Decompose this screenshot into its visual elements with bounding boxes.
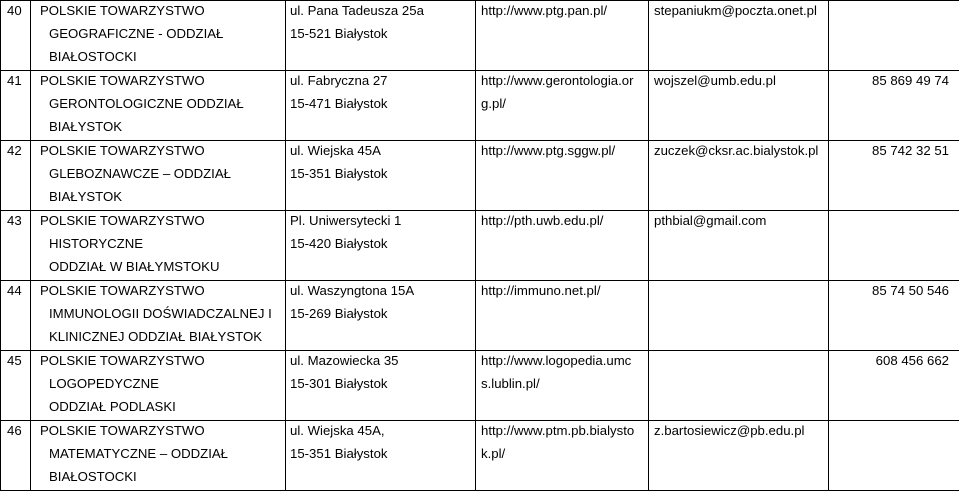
website-cell (476, 421, 649, 491)
phone-number: 85 742 32 51 (871, 143, 949, 158)
phone-cell (829, 351, 959, 421)
organization-name-line: BIAŁOSTOCKI (49, 49, 137, 64)
row-number: 42 (7, 143, 22, 158)
address-line: 15-351 Białystok (290, 166, 388, 181)
row-number: 41 (7, 73, 22, 88)
row-number-cell (1, 421, 31, 491)
website-line: http://pth.uwb.edu.pl/ (481, 213, 604, 228)
organization-name-line: POLSKIE TOWARZYSTWO (40, 353, 205, 368)
phone-number (829, 421, 949, 444)
organization-name-line: BIAŁYSTOK (49, 189, 123, 204)
phone-cell (829, 71, 959, 141)
phone-number: 608 456 662 (875, 353, 949, 368)
email-cell (649, 1, 829, 71)
row-number-cell (1, 351, 31, 421)
email-cell (649, 71, 829, 141)
row-number: 40 (7, 3, 22, 18)
row-number: 46 (7, 423, 22, 438)
website-cell (476, 351, 649, 421)
organizations-table-body (1, 1, 959, 491)
organization-name-line: LOGOPEDYCZNE (49, 376, 159, 391)
address-cell (286, 1, 476, 71)
organization-name-cell (31, 71, 286, 141)
organization-name-cell (31, 281, 286, 351)
email-cell (649, 281, 829, 351)
website-line: http://immuno.net.pl/ (481, 283, 601, 298)
address-line: ul. Wiejska 45A (290, 143, 381, 158)
table-row (1, 71, 959, 141)
organization-name-line: POLSKIE TOWARZYSTWO (40, 73, 205, 88)
address-line: 15-471 Białystok (290, 96, 388, 111)
phone-cell (829, 421, 959, 491)
website-cell (476, 1, 649, 71)
phone-number: 85 74 50 546 (871, 283, 949, 298)
organization-name-line: ODDZIAŁ PODLASKI (49, 399, 176, 414)
website-line: s.lublin.pl/ (481, 376, 540, 391)
website-line: http://www.ptg.sggw.pl/ (481, 143, 616, 158)
row-number: 44 (7, 283, 22, 298)
row-number: 45 (7, 353, 22, 368)
address-cell (286, 281, 476, 351)
email-address (654, 281, 828, 304)
table-row (1, 421, 959, 491)
address-line: ul. Waszyngtona 15A (290, 283, 415, 298)
organization-name-cell (31, 351, 286, 421)
address-cell (286, 211, 476, 281)
table-row (1, 211, 959, 281)
row-number-cell (1, 71, 31, 141)
address-cell (286, 421, 476, 491)
phone-cell (829, 281, 959, 351)
organization-name-line: MATEMATYCZNE – ODDZIAŁ (49, 446, 229, 461)
phone-cell (829, 1, 959, 71)
organization-name-line: POLSKIE TOWARZYSTWO (40, 143, 205, 158)
email-address: pthbial@gmail.com (654, 213, 767, 228)
phone-cell (829, 141, 959, 211)
table-row (1, 141, 959, 211)
website-line: http://www.gerontologia.or (481, 73, 634, 88)
website-line: g.pl/ (481, 96, 506, 111)
phone-number (829, 211, 949, 234)
organization-name-line: IMMUNOLOGII DOŚWIADCZALNEJ I (49, 306, 272, 321)
row-number-cell (1, 211, 31, 281)
row-number: 43 (7, 213, 22, 228)
website-line: k.pl/ (481, 446, 506, 461)
organization-name-cell (31, 1, 286, 71)
table-row (1, 1, 959, 71)
website-line: http://www.logopedia.umc (481, 353, 632, 368)
address-line: ul. Mazowiecka 35 (290, 353, 399, 368)
table-row (1, 351, 959, 421)
address-line: 15-301 Białystok (290, 376, 388, 391)
address-cell (286, 141, 476, 211)
organization-name-cell (31, 141, 286, 211)
row-number-cell (1, 281, 31, 351)
address-cell (286, 71, 476, 141)
website-line: http://www.ptg.pan.pl/ (481, 3, 608, 18)
phone-cell (829, 211, 959, 281)
organization-name-line: GERONTOLOGICZNE ODDZIAŁ (49, 96, 244, 111)
address-line: 15-521 Białystok (290, 26, 388, 41)
organization-name-line: POLSKIE TOWARZYSTWO (40, 283, 205, 298)
row-number-cell (1, 141, 31, 211)
phone-number (829, 1, 949, 24)
email-cell (649, 421, 829, 491)
phone-number: 85 869 49 74 (871, 73, 949, 88)
address-cell (286, 351, 476, 421)
address-line: ul. Wiejska 45A, (290, 423, 385, 438)
website-cell (476, 141, 649, 211)
address-line: ul. Fabryczna 27 (290, 73, 388, 88)
organization-name-line: HISTORYCZNE (49, 236, 144, 251)
email-address (654, 351, 828, 374)
email-cell (649, 141, 829, 211)
organization-name-cell (31, 211, 286, 281)
organization-name-line: BIAŁYSTOK (49, 119, 123, 134)
organization-name-line: ODDZIAŁ W BIAŁYMSTOKU (49, 259, 220, 274)
address-line: 15-420 Białystok (290, 236, 388, 251)
email-cell (649, 351, 829, 421)
website-cell (476, 71, 649, 141)
email-address: zuczek@cksr.ac.bialystok.pl (654, 143, 819, 158)
organization-name-line: POLSKIE TOWARZYSTWO (40, 213, 205, 228)
organization-name-line: POLSKIE TOWARZYSTWO (40, 423, 205, 438)
email-cell (649, 211, 829, 281)
organization-name-line: BIAŁOSTOCKI (49, 469, 137, 484)
organization-name-line: GLEBOZNAWCZE – ODDZIAŁ (49, 166, 231, 181)
organization-name-cell (31, 421, 286, 491)
website-cell (476, 211, 649, 281)
website-cell (476, 281, 649, 351)
address-line: ul. Pana Tadeusza 25a (290, 3, 424, 18)
website-line: http://www.ptm.pb.bialysto (481, 423, 635, 438)
email-address: z.bartosiewicz@pb.edu.pl (654, 423, 805, 438)
row-number-cell (1, 1, 31, 71)
organization-name-line: KLINICZNEJ ODDZIAŁ BIAŁYSTOK (49, 329, 263, 344)
email-address: wojszel@umb.edu.pl (654, 73, 776, 88)
organization-name-line: POLSKIE TOWARZYSTWO (40, 3, 205, 18)
address-line: Pl. Uniwersytecki 1 (290, 213, 402, 228)
address-line: 15-269 Białystok (290, 306, 388, 321)
email-address: stepaniukm@poczta.onet.pl (654, 3, 817, 18)
table-row (1, 281, 959, 351)
address-line: 15-351 Białystok (290, 446, 388, 461)
organization-name-line: GEOGRAFICZNE - ODDZIAŁ (49, 26, 224, 41)
